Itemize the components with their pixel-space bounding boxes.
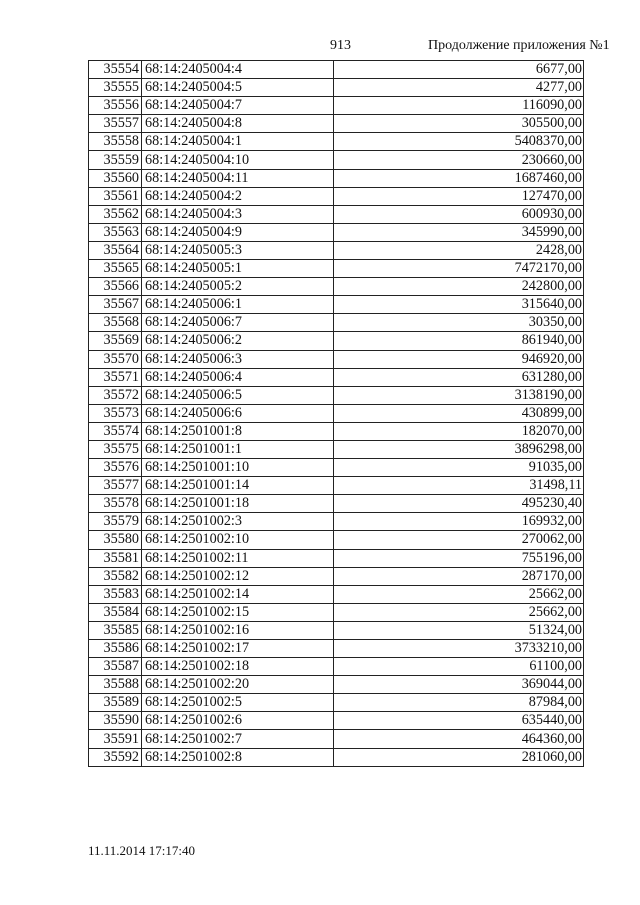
cadastral-number: 68:14:2405004:5 <box>142 79 334 97</box>
table-row <box>89 61 584 79</box>
cadastral-value: 230660,00 <box>334 151 584 169</box>
table-row <box>89 404 584 422</box>
row-number: 35556 <box>89 97 142 115</box>
cadastral-value: 30350,00 <box>334 314 584 332</box>
table-row <box>89 187 584 205</box>
row-number: 35576 <box>89 459 142 477</box>
table-row <box>89 603 584 621</box>
cadastral-number: 68:14:2501002:18 <box>142 658 334 676</box>
table-row <box>89 386 584 404</box>
cadastral-number: 68:14:2501002:20 <box>142 676 334 694</box>
table-row <box>89 260 584 278</box>
table-row <box>89 531 584 549</box>
cadastral-value: 182070,00 <box>334 422 584 440</box>
row-number: 35573 <box>89 404 142 422</box>
cadastral-value: 861940,00 <box>334 332 584 350</box>
row-number: 35554 <box>89 61 142 79</box>
cadastral-number: 68:14:2405004:11 <box>142 169 334 187</box>
row-number: 35558 <box>89 133 142 151</box>
cadastral-value: 3896298,00 <box>334 440 584 458</box>
row-number: 35583 <box>89 585 142 603</box>
table-row <box>89 133 584 151</box>
row-number: 35568 <box>89 314 142 332</box>
row-number: 35579 <box>89 513 142 531</box>
row-number: 35589 <box>89 694 142 712</box>
row-number: 35587 <box>89 658 142 676</box>
cadastral-number: 68:14:2501002:8 <box>142 748 334 766</box>
cadastral-number: 68:14:2501002:11 <box>142 549 334 567</box>
table-row <box>89 712 584 730</box>
table-row <box>89 205 584 223</box>
row-number: 35590 <box>89 712 142 730</box>
cadastral-number: 68:14:2405004:7 <box>142 97 334 115</box>
cadastral-number: 68:14:2501002:6 <box>142 712 334 730</box>
table-row <box>89 278 584 296</box>
cadastral-number: 68:14:2501001:8 <box>142 422 334 440</box>
table-row <box>89 151 584 169</box>
row-number: 35578 <box>89 495 142 513</box>
row-number: 35569 <box>89 332 142 350</box>
cadastral-number: 68:14:2405004:2 <box>142 187 334 205</box>
table-row <box>89 495 584 513</box>
row-number: 35565 <box>89 260 142 278</box>
table-row <box>89 332 584 350</box>
table-row <box>89 440 584 458</box>
cadastral-value: 6677,00 <box>334 61 584 79</box>
row-number: 35560 <box>89 169 142 187</box>
cadastral-value: 287170,00 <box>334 567 584 585</box>
row-number: 35557 <box>89 115 142 133</box>
cadastral-value: 242800,00 <box>334 278 584 296</box>
table-row <box>89 459 584 477</box>
cadastral-value: 946920,00 <box>334 350 584 368</box>
cadastral-value: 25662,00 <box>334 603 584 621</box>
cadastral-value: 116090,00 <box>334 97 584 115</box>
footer-timestamp: 11.11.2014 17:17:40 <box>88 843 196 858</box>
table-row <box>89 585 584 603</box>
cadastral-value: 430899,00 <box>334 404 584 422</box>
row-number: 35575 <box>89 440 142 458</box>
table-row <box>89 241 584 259</box>
cadastral-value: 25662,00 <box>334 585 584 603</box>
cadastral-number: 68:14:2405006:4 <box>142 368 334 386</box>
table-row <box>89 79 584 97</box>
table-row <box>89 658 584 676</box>
appendix-continuation-note: Продолжение приложения №1 <box>428 38 610 53</box>
cadastral-number: 68:14:2405004:1 <box>142 133 334 151</box>
cadastral-number: 68:14:2501002:12 <box>142 567 334 585</box>
cadastral-number: 68:14:2501001:10 <box>142 459 334 477</box>
cadastral-number: 68:14:2405004:9 <box>142 223 334 241</box>
table-row <box>89 513 584 531</box>
cadastral-value: 281060,00 <box>334 748 584 766</box>
cadastral-value: 51324,00 <box>334 621 584 639</box>
table-row <box>89 549 584 567</box>
row-number: 35581 <box>89 549 142 567</box>
cadastral-number: 68:14:2405005:2 <box>142 278 334 296</box>
cadastral-number: 68:14:2501002:15 <box>142 603 334 621</box>
cadastral-number: 68:14:2405005:3 <box>142 241 334 259</box>
table-row <box>89 676 584 694</box>
cadastral-value: 31498,11 <box>334 477 584 495</box>
cadastral-number: 68:14:2405006:3 <box>142 350 334 368</box>
cadastral-value: 345990,00 <box>334 223 584 241</box>
row-number: 35561 <box>89 187 142 205</box>
row-number: 35586 <box>89 640 142 658</box>
cadastral-number: 68:14:2405006:1 <box>142 296 334 314</box>
cadastral-number: 68:14:2501002:10 <box>142 531 334 549</box>
row-number: 35582 <box>89 567 142 585</box>
table-row <box>89 694 584 712</box>
cadastral-value: 755196,00 <box>334 549 584 567</box>
cadastral-table <box>88 60 584 767</box>
row-number: 35566 <box>89 278 142 296</box>
row-number: 35562 <box>89 205 142 223</box>
cadastral-value: 2428,00 <box>334 241 584 259</box>
cadastral-value: 1687460,00 <box>334 169 584 187</box>
cadastral-value: 169932,00 <box>334 513 584 531</box>
row-number: 35570 <box>89 350 142 368</box>
row-number: 35592 <box>89 748 142 766</box>
table-row <box>89 640 584 658</box>
cadastral-number: 68:14:2501002:14 <box>142 585 334 603</box>
cadastral-value: 635440,00 <box>334 712 584 730</box>
cadastral-value: 61100,00 <box>334 658 584 676</box>
table-row <box>89 477 584 495</box>
cadastral-number: 68:14:2501002:3 <box>142 513 334 531</box>
cadastral-number: 68:14:2501002:16 <box>142 621 334 639</box>
row-number: 35572 <box>89 386 142 404</box>
cadastral-number: 68:14:2405004:8 <box>142 115 334 133</box>
row-number: 35577 <box>89 477 142 495</box>
cadastral-table-container <box>88 60 584 767</box>
cadastral-number: 68:14:2405006:6 <box>142 404 334 422</box>
row-number: 35564 <box>89 241 142 259</box>
cadastral-number: 68:14:2405006:5 <box>142 386 334 404</box>
cadastral-number: 68:14:2405006:2 <box>142 332 334 350</box>
cadastral-number: 68:14:2501002:17 <box>142 640 334 658</box>
cadastral-number: 68:14:2501001:18 <box>142 495 334 513</box>
cadastral-number: 68:14:2501002:5 <box>142 694 334 712</box>
cadastral-value: 270062,00 <box>334 531 584 549</box>
table-row <box>89 567 584 585</box>
table-row <box>89 296 584 314</box>
cadastral-value: 464360,00 <box>334 730 584 748</box>
table-row <box>89 730 584 748</box>
row-number: 35588 <box>89 676 142 694</box>
row-number: 35584 <box>89 603 142 621</box>
cadastral-value: 631280,00 <box>334 368 584 386</box>
cadastral-value: 7472170,00 <box>334 260 584 278</box>
table-row <box>89 97 584 115</box>
table-row <box>89 223 584 241</box>
cadastral-value: 91035,00 <box>334 459 584 477</box>
cadastral-number: 68:14:2405004:10 <box>142 151 334 169</box>
cadastral-number: 68:14:2405004:4 <box>142 61 334 79</box>
cadastral-value: 87984,00 <box>334 694 584 712</box>
cadastral-number: 68:14:2501001:14 <box>142 477 334 495</box>
row-number: 35555 <box>89 79 142 97</box>
row-number: 35580 <box>89 531 142 549</box>
cadastral-value: 600930,00 <box>334 205 584 223</box>
table-row <box>89 169 584 187</box>
cadastral-value: 369044,00 <box>334 676 584 694</box>
row-number: 35571 <box>89 368 142 386</box>
row-number: 35567 <box>89 296 142 314</box>
table-row <box>89 350 584 368</box>
cadastral-value: 3138190,00 <box>334 386 584 404</box>
cadastral-number: 68:14:2405006:7 <box>142 314 334 332</box>
cadastral-value: 5408370,00 <box>334 133 584 151</box>
cadastral-value: 3733210,00 <box>334 640 584 658</box>
page-number: 913 <box>330 38 351 53</box>
table-row <box>89 748 584 766</box>
cadastral-value: 127470,00 <box>334 187 584 205</box>
table-body <box>89 61 584 767</box>
row-number: 35591 <box>89 730 142 748</box>
row-number: 35585 <box>89 621 142 639</box>
row-number: 35559 <box>89 151 142 169</box>
cadastral-number: 68:14:2501001:1 <box>142 440 334 458</box>
cadastral-value: 305500,00 <box>334 115 584 133</box>
cadastral-value: 4277,00 <box>334 79 584 97</box>
table-row <box>89 368 584 386</box>
table-row <box>89 621 584 639</box>
cadastral-number: 68:14:2405005:1 <box>142 260 334 278</box>
row-number: 35574 <box>89 422 142 440</box>
cadastral-number: 68:14:2405004:3 <box>142 205 334 223</box>
cadastral-number: 68:14:2501002:7 <box>142 730 334 748</box>
cadastral-value: 315640,00 <box>334 296 584 314</box>
table-row <box>89 314 584 332</box>
table-row <box>89 115 584 133</box>
row-number: 35563 <box>89 223 142 241</box>
cadastral-value: 495230,40 <box>334 495 584 513</box>
table-row <box>89 422 584 440</box>
